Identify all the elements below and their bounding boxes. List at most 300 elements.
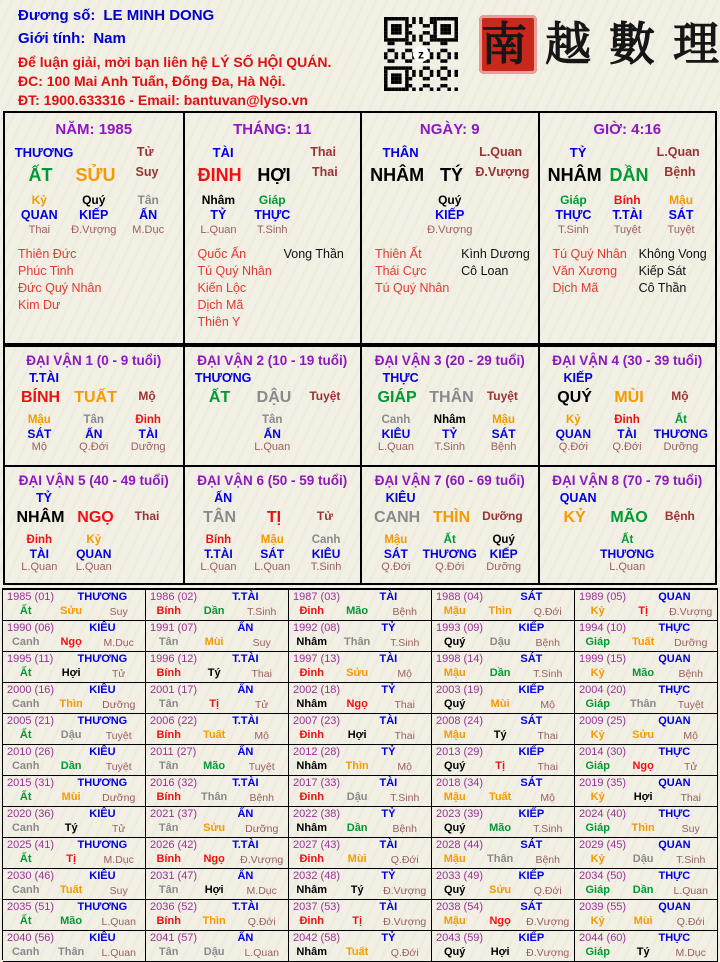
hidden-can-label: Mậu xyxy=(492,414,516,426)
year-can-label: Nhâm xyxy=(296,946,327,958)
year-number: 2035 (51) xyxy=(7,901,55,913)
hidden-god-label: T.TÀI xyxy=(204,547,233,561)
daivan-hidden-stem xyxy=(477,533,531,574)
year-can-label: Ất xyxy=(19,853,32,865)
year-number: 2037 (53) xyxy=(293,901,341,913)
daivan-chi-label: TỊ xyxy=(266,509,282,526)
daivan-hidden-stem xyxy=(600,533,654,574)
year-number: 2011 (27) xyxy=(150,746,197,758)
hidden-state-label: T.Sinh xyxy=(256,224,288,236)
year-state-label: Tử xyxy=(111,823,126,835)
hidden-god-label: QUAN xyxy=(20,208,58,222)
year-can-label: Kỷ xyxy=(590,729,605,741)
hidden-state-label: L.Quan xyxy=(200,561,237,573)
year-can-label: Giáp xyxy=(585,760,610,772)
daivan-hidden-stems xyxy=(540,533,716,574)
pillar-god-state: L.Quan xyxy=(479,145,523,159)
year-chi-label: Thìn xyxy=(488,605,512,617)
year-state-label: T.Sinh xyxy=(533,668,563,680)
pillar-canchi-row xyxy=(362,165,538,189)
year-chi-label: Mùi xyxy=(633,915,653,927)
daivan-canchi-row xyxy=(185,389,361,410)
year-cell-2016 xyxy=(146,776,289,807)
pillar-hour xyxy=(538,113,716,343)
year-chi-label: Tuất xyxy=(59,884,83,896)
hidden-state-label: T.Sinh xyxy=(558,224,589,236)
year-state-label: Mộ xyxy=(540,699,556,711)
year-number: 2026 (42) xyxy=(150,839,198,851)
header xyxy=(0,0,720,110)
year-state-label: Q.Đới xyxy=(247,916,276,928)
year-can-label: Kỷ xyxy=(590,915,605,927)
year-number: 1990 (06) xyxy=(7,622,55,634)
daivan-title: ĐẠI VẬN 4 (30 - 39 tuổi) xyxy=(552,353,703,368)
daivan-title: ĐẠI VẬN 6 (50 - 59 tuổi) xyxy=(197,473,348,488)
hidden-state-label: Tuyệt xyxy=(613,224,641,236)
year-state-label: Tuyệt xyxy=(105,761,132,773)
year-can-label: Giáp xyxy=(585,698,610,710)
year-can-label: Bính xyxy=(156,729,181,741)
year-chi-label: Hợi xyxy=(347,729,367,741)
year-state-label: L.Quan xyxy=(673,885,708,897)
hidden-state-label: Q.Đới xyxy=(435,561,465,573)
year-chi-label: Mùi xyxy=(347,853,367,865)
year-state-label: Tuyệt xyxy=(677,699,704,711)
year-number: 2007 (23) xyxy=(293,715,341,727)
hidden-god-label: THỰC xyxy=(254,208,291,222)
hidden-can-label: Đinh xyxy=(614,414,640,426)
daivan-hidden-stem xyxy=(369,413,423,454)
pillar-can-label: NHÂM xyxy=(547,165,602,185)
pillar-god-state: L.Quan xyxy=(656,145,700,159)
daivan-canchi-row xyxy=(540,389,716,410)
year-cell-2037 xyxy=(289,900,432,931)
pillar-chi-label: HỢI xyxy=(257,165,291,185)
daivan-box-1 xyxy=(5,347,183,465)
daivan-title: ĐẠI VẬN 3 (20 - 29 tuổi) xyxy=(374,353,525,368)
daivan-chi-label: THÌN xyxy=(432,509,471,526)
daivan-box-3 xyxy=(360,347,538,465)
year-chi-label: Mão xyxy=(203,760,226,772)
year-number: 2034 (50) xyxy=(579,870,627,882)
hidden-can-label: Đinh xyxy=(135,414,161,426)
daivan-box-4 xyxy=(538,347,716,465)
daivan-hidden-stem xyxy=(423,413,477,454)
daivan-chi-label: THÂN xyxy=(429,389,474,406)
hidden-state-label: L.Quan xyxy=(254,441,291,453)
year-state-label: Dưỡng xyxy=(245,823,279,835)
hidden-can-label: Nhâm xyxy=(433,414,466,426)
year-state-label: Suy xyxy=(252,637,271,649)
year-number: 2032 (48) xyxy=(293,870,341,882)
year-god-label: T.TÀI xyxy=(232,839,259,851)
year-number: 2030 (46) xyxy=(7,870,55,882)
year-cell-2021 xyxy=(146,807,289,838)
pillar-god-state: Thai xyxy=(310,145,336,159)
year-number: 2005 (21) xyxy=(7,715,55,727)
year-state-label: Suy xyxy=(109,885,128,897)
year-cell-2005 xyxy=(3,714,146,745)
year-number: 1991 (07) xyxy=(150,622,198,634)
year-chi-label: Dần xyxy=(489,667,511,679)
year-can-label: Ất xyxy=(19,667,32,679)
hidden-god-label: ẤN xyxy=(139,208,158,222)
year-cell-1987 xyxy=(289,590,432,621)
star-black: Kiếp Sát xyxy=(638,264,686,278)
daivan-god-row xyxy=(5,491,183,507)
hidden-state-label: Bệnh xyxy=(490,441,517,453)
pillar-stars-black xyxy=(639,246,715,297)
year-chi-label: Sửu xyxy=(60,605,83,617)
year-number: 2040 (56) xyxy=(7,932,55,944)
year-god-label: TÀI xyxy=(379,839,398,851)
year-can-label: Đinh xyxy=(299,729,324,741)
year-god-label: ẤN xyxy=(237,932,254,944)
year-state-label: Bệnh xyxy=(535,637,560,649)
star-red: Phúc Tinh xyxy=(18,264,74,278)
year-cell-2015 xyxy=(3,776,146,807)
year-god-label: TỶ xyxy=(381,870,396,882)
daivan-title: ĐẠI VẬN 1 (0 - 9 tuổi) xyxy=(26,353,162,368)
year-state-label: Mộ xyxy=(540,792,556,804)
year-chi-label: Thìn xyxy=(59,698,83,710)
year-number: 2017 (33) xyxy=(293,777,341,789)
pillar-hidden-stems xyxy=(540,193,716,237)
year-cell-2014 xyxy=(575,745,718,776)
year-number: 2002 (18) xyxy=(293,684,341,696)
daivan-hidden-stems xyxy=(540,413,716,454)
year-number: 2001 (17) xyxy=(150,684,198,696)
year-state-label: Đ.Vượng xyxy=(383,885,427,897)
year-number: 2000 (16) xyxy=(7,684,55,696)
pillar-stars-black xyxy=(105,246,182,314)
daivan-hidden-stem xyxy=(245,533,299,574)
year-chi-label: Dần xyxy=(203,605,225,617)
pillar-canchi-row xyxy=(5,165,183,189)
daivan-state-label: Tuyệt xyxy=(486,389,518,403)
year-state-label: Dưỡng xyxy=(102,699,136,711)
year-cell-2010 xyxy=(3,745,146,776)
year-chi-label: Thìn xyxy=(631,822,655,834)
daivan-god-label: ẤN xyxy=(214,491,233,505)
year-chi-label: Tý xyxy=(636,946,650,958)
year-chi-label: Mùi xyxy=(61,791,81,803)
hidden-can-label: Canh xyxy=(381,414,411,426)
year-cell-2000 xyxy=(3,683,146,714)
star-red: Tú Quý Nhân xyxy=(375,281,450,295)
year-can-label: Mậu xyxy=(443,667,466,679)
hidden-can-label: Tân xyxy=(83,414,104,426)
daivan-hidden-stem xyxy=(299,533,353,574)
year-chi-label: Sửu xyxy=(489,884,512,896)
year-cell-2039 xyxy=(575,900,718,931)
year-chi-label: Thân xyxy=(630,698,657,710)
daivan-hidden-stems xyxy=(5,413,183,454)
year-god-label: KIẾP xyxy=(518,870,545,882)
year-can-label: Kỷ xyxy=(590,853,605,865)
daivan-canchi-row xyxy=(5,509,183,530)
year-cell-1994 xyxy=(575,621,718,652)
hidden-can-label: Canh xyxy=(311,534,341,546)
hidden-god-label: KIẾP xyxy=(489,547,518,561)
daivan-can-label: ẤT xyxy=(208,389,231,406)
daivan-hidden-stem xyxy=(654,413,708,454)
hidden-can-label: Kỷ xyxy=(565,414,581,426)
daivan-hidden-stem xyxy=(245,413,299,454)
daivan-state-label: Tử xyxy=(316,509,333,523)
year-can-label: Bính xyxy=(156,605,181,617)
year-cell-2038 xyxy=(432,900,575,931)
year-can-label: Bính xyxy=(156,791,181,803)
pillar-god-row xyxy=(185,145,361,164)
pillar-god-row xyxy=(5,145,183,164)
year-god-label: THỰC xyxy=(658,684,691,696)
hidden-can-label: Bính xyxy=(205,534,232,546)
pillar-hidden-stem xyxy=(192,193,246,237)
daivan-grid xyxy=(3,345,717,585)
daivan-can-label: TÂN xyxy=(203,509,237,526)
daivan-state-label: Tuyệt xyxy=(309,389,341,403)
year-god-label: QUAN xyxy=(658,591,691,603)
year-god-label: ẤN xyxy=(237,622,254,634)
daivan-hidden-stem xyxy=(477,413,531,454)
year-number: 1996 (12) xyxy=(150,653,198,665)
daivan-canchi-row xyxy=(185,509,361,530)
year-number: 2031 (47) xyxy=(150,870,198,882)
daivan-god-row xyxy=(540,371,716,387)
year-can-label: Bính xyxy=(156,853,181,865)
pillar-god-state: Tử xyxy=(136,145,154,159)
pillar-god-label: THÂN xyxy=(382,145,419,160)
year-can-label: Quý xyxy=(444,636,466,648)
daivan-box-8 xyxy=(538,465,716,583)
pillar-can-label: ĐINH xyxy=(197,165,242,185)
hidden-can-label: Quý xyxy=(438,193,462,207)
year-chi-label: Mão xyxy=(60,915,83,927)
hidden-can-label: Tân xyxy=(262,414,283,426)
year-god-label: SÁT xyxy=(520,715,543,727)
year-can-label: Đinh xyxy=(299,667,324,679)
star-red: Đức Quý Nhân xyxy=(18,281,102,295)
pillar-hidden-stems xyxy=(5,193,183,237)
daivan-god-row xyxy=(362,491,538,507)
year-god-label: T.TÀI xyxy=(232,777,259,789)
pillar-stars-red xyxy=(198,246,284,331)
star-black: Không Vong xyxy=(638,247,707,261)
daivan-god-label: T.TÀI xyxy=(29,371,59,385)
hidden-can-label: Giáp xyxy=(560,193,587,207)
year-chi-label: Hợi xyxy=(61,667,81,679)
year-cell-2030 xyxy=(3,869,146,900)
year-cell-2026 xyxy=(146,838,289,869)
year-chi-label: Sửu xyxy=(632,729,655,741)
year-god-label: TÀI xyxy=(379,653,398,665)
year-chi-label: Dậu xyxy=(632,853,654,865)
hidden-can-label: Ất xyxy=(621,534,634,546)
year-god-label: KIÊU xyxy=(89,684,116,696)
year-chi-label: Mùi xyxy=(204,636,224,648)
year-state-label: Suy xyxy=(109,606,128,618)
year-chi-label: Ngọ xyxy=(632,760,654,772)
pillar-god-label: TỶ xyxy=(569,145,587,160)
year-god-label: KIẾP xyxy=(518,746,545,758)
daivan-state-label: Mộ xyxy=(138,389,156,403)
year-chi-label: Dậu xyxy=(203,946,225,958)
year-cell-2017 xyxy=(289,776,432,807)
year-god-label: TÀI xyxy=(379,901,398,913)
pillar-stars-black xyxy=(461,246,537,297)
pillar-state-label: Suy xyxy=(135,165,159,179)
hidden-god-label: KIÊU xyxy=(381,427,411,441)
year-can-label: Đinh xyxy=(299,853,324,865)
star-red: Kiến Lộc xyxy=(197,281,247,295)
year-cell-2032 xyxy=(289,869,432,900)
year-number: 2006 (22) xyxy=(150,715,198,727)
hidden-state-label: M.Dục xyxy=(132,224,165,236)
pillar-state-label: Thai xyxy=(312,165,338,179)
star-black: Cô Thần xyxy=(638,281,687,295)
year-can-label: Tân xyxy=(158,822,179,834)
year-cell-2028 xyxy=(432,838,575,869)
star-red: Tú Quý Nhân xyxy=(197,264,272,278)
year-state-label: Thai xyxy=(394,699,415,711)
year-state-label: Tử xyxy=(254,699,269,711)
star-red: Kim Dư xyxy=(18,298,61,312)
hidden-can-label: Mậu xyxy=(260,534,284,546)
year-number: 1994 (10) xyxy=(579,622,627,634)
pillar-hidden-stem xyxy=(654,193,708,237)
hidden-can-label: Kỷ xyxy=(86,534,102,546)
year-god-label: TỶ xyxy=(381,746,396,758)
star-red: Dịch Mã xyxy=(197,298,244,312)
daivan-god-label: KIẾP xyxy=(563,371,593,385)
year-can-label: Tân xyxy=(158,760,179,772)
year-cell-2011 xyxy=(146,745,289,776)
year-number: 1985 (01) xyxy=(7,591,55,603)
pillar-hidden-stem xyxy=(423,193,477,237)
year-god-label: TỶ xyxy=(381,622,396,634)
year-number: 2041 (57) xyxy=(150,932,198,944)
gender-value: Nam xyxy=(93,30,126,47)
hidden-god-label: TÀI xyxy=(138,427,158,441)
year-god-label: THỰC xyxy=(658,932,691,944)
daivan-hidden-stem xyxy=(121,413,175,454)
year-number: 2029 (45) xyxy=(579,839,627,851)
year-god-label: THƯƠNG xyxy=(77,653,128,665)
hidden-god-label: SÁT xyxy=(27,427,52,441)
year-god-label: THỰC xyxy=(658,622,691,634)
year-state-label: L.Quan xyxy=(101,916,136,928)
hidden-god-label: KIÊU xyxy=(311,547,341,561)
calligraphy-char-1: 南 xyxy=(481,17,527,71)
year-chi-label: Dần xyxy=(632,884,654,896)
pillar-hidden-stem xyxy=(12,193,66,237)
year-god-label: THỰC xyxy=(658,808,691,820)
year-state-label: Tử xyxy=(111,668,126,680)
pillar-title-year: NĂM: 1985 xyxy=(55,121,133,138)
hidden-god-label: TỶ xyxy=(210,208,227,222)
year-god-label: THƯƠNG xyxy=(77,715,128,727)
year-cell-2029 xyxy=(575,838,718,869)
year-state-label: M.Dục xyxy=(246,885,277,897)
contact-line-2: ĐC: 100 Mai Anh Tuấn, Đống Đa, Hà Nội. xyxy=(18,73,286,89)
hidden-state-label: Đ.Vượng xyxy=(427,224,473,236)
calligraphy-char-3: 數 xyxy=(609,17,655,71)
pillar-stars-red xyxy=(375,246,461,297)
year-god-label: KIẾP xyxy=(518,932,545,944)
year-chi-label: Thân xyxy=(201,791,228,803)
year-god-label: THƯƠNG xyxy=(77,839,128,851)
year-chi-label: Tị xyxy=(66,853,77,865)
year-cell-1999 xyxy=(575,652,718,683)
pillar-can-label: ẤT xyxy=(28,165,53,185)
year-number: 2033 (49) xyxy=(436,870,484,882)
hidden-god-label: SÁT xyxy=(491,427,516,441)
year-chi-label: Tị xyxy=(352,915,363,927)
year-state-label: Đ.Vượng xyxy=(526,947,570,959)
year-god-label: QUAN xyxy=(658,653,691,665)
hidden-state-label: T.Sinh xyxy=(310,561,342,573)
year-cell-1985 xyxy=(3,590,146,621)
hidden-state-label: Q.Đới xyxy=(79,441,109,453)
daivan-can-label: NHÂM xyxy=(16,509,65,526)
year-cell-2006 xyxy=(146,714,289,745)
daivan-hidden-stem xyxy=(12,413,66,454)
daivan-hidden-stem xyxy=(547,413,601,454)
pillar-month xyxy=(183,113,361,343)
year-can-label: Quý xyxy=(444,946,466,958)
hidden-state-label: Thai xyxy=(28,224,51,236)
hidden-can-label: Kỷ xyxy=(31,193,47,207)
hidden-can-label: Mậu xyxy=(27,414,51,426)
daivan-hidden-stems xyxy=(185,413,361,454)
year-state-label: Đ.Vượng xyxy=(383,916,427,928)
year-can-label: Kỷ xyxy=(590,605,605,617)
year-cell-2043 xyxy=(432,931,575,962)
contact-line-3: ĐT: 1900.633316 - Email: bantuvan@lyso.vn xyxy=(18,92,308,108)
year-cell-2042 xyxy=(289,931,432,962)
year-number: 2022 (38) xyxy=(293,808,341,820)
year-number: 1997 (13) xyxy=(293,653,341,665)
year-number: 2008 (24) xyxy=(436,715,484,727)
daivan-god-row xyxy=(362,371,538,387)
year-chi-label: Ngọ xyxy=(203,853,225,865)
hidden-state-label: Tuyệt xyxy=(667,224,695,236)
daivan-chi-label: NGỌ xyxy=(77,509,114,526)
year-state-label: Mộ xyxy=(683,730,699,742)
pillar-chi-label: DẦN xyxy=(609,165,649,185)
owner-name-label: Đương số: xyxy=(18,7,96,24)
pillar-stars xyxy=(362,246,538,297)
daivan-canchi-row xyxy=(540,509,716,530)
year-cell-1998 xyxy=(432,652,575,683)
daivan-canchi-row xyxy=(5,389,183,410)
daivan-title: ĐẠI VẬN 8 (70 - 79 tuổi) xyxy=(552,473,703,488)
year-can-label: Quý xyxy=(444,822,466,834)
hidden-god-label: TÀI xyxy=(617,427,637,441)
year-chi-label: Ngọ xyxy=(60,636,82,648)
hidden-state-label: Q.Đới xyxy=(612,441,642,453)
star-red: Thiên Y xyxy=(197,315,241,329)
year-god-label: T.TÀI xyxy=(232,715,259,727)
hidden-god-label: SÁT xyxy=(260,547,285,561)
year-can-label: Tân xyxy=(158,698,179,710)
hidden-god-label: TÀI xyxy=(29,547,49,561)
year-god-label: QUAN xyxy=(658,777,691,789)
year-state-label: Tuyệt xyxy=(105,730,132,742)
star-red: Thái Cực xyxy=(375,264,427,278)
pillar-chi-label: TÝ xyxy=(439,165,463,185)
